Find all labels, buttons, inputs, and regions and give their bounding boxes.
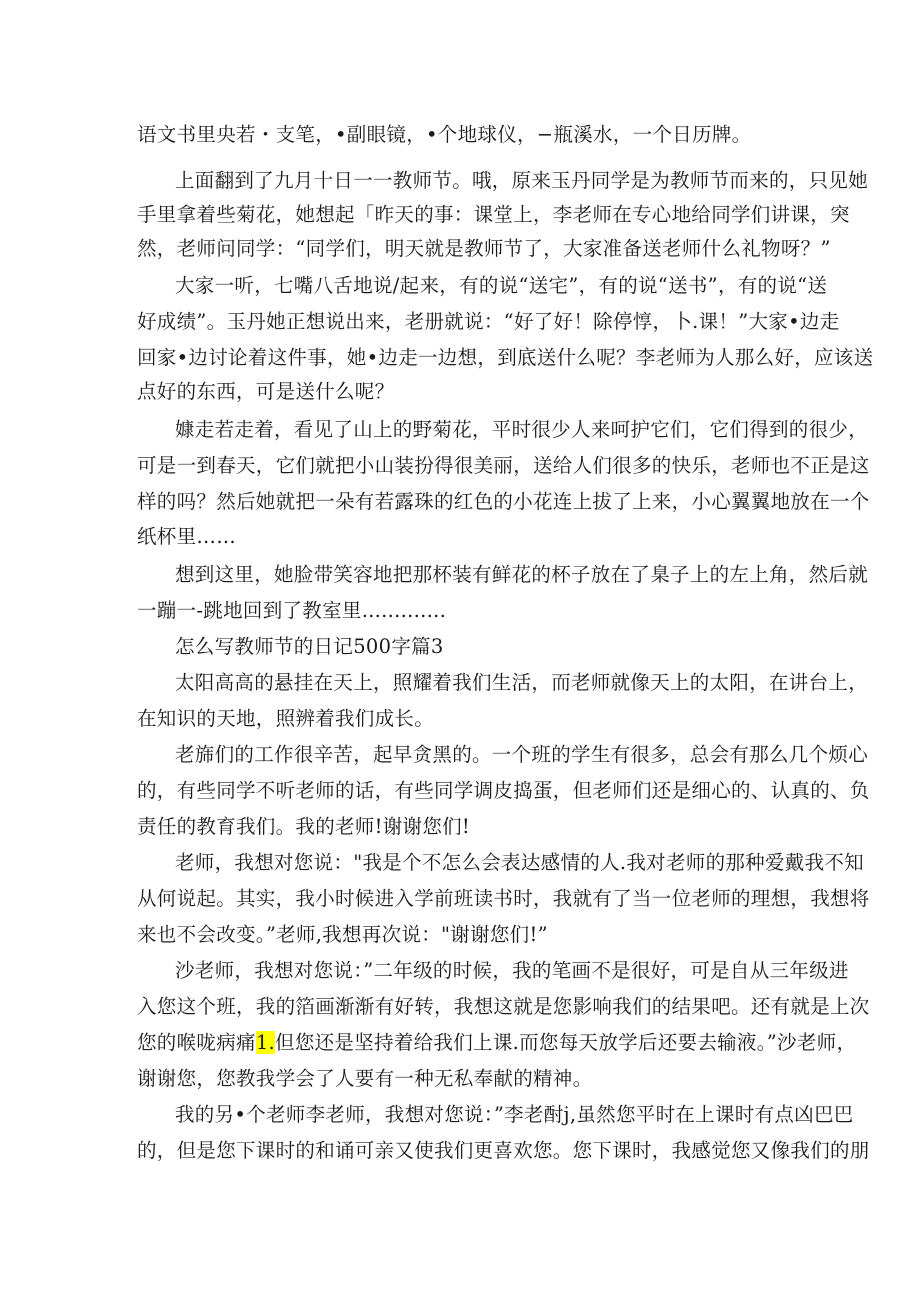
text-segment: 您的喉咙病痛 (137, 1031, 256, 1054)
text-line: 老师，我想对您说："我是个不怎么会表达感情的人.我对老师的那种爱戴我不知 (175, 851, 864, 874)
text-line-highlighted (137, 1030, 856, 1056)
text-line: 想到这里，她脸带笑容地把那杯装有鲜花的杯子放在了臬子上的左上角，然后就 (175, 563, 869, 586)
section-heading: 怎么写教师节的日记500字篇3 (175, 635, 444, 658)
text-line: 可是一到春天，它们就把小山装扮得很美丽，送给人们很多的快乐，老师也不正是这 (137, 454, 870, 477)
text-line: 嫝走若走着，看见了山上的野菊花，平时很少人来呵护它们，它们得到的很少， (175, 418, 869, 441)
text-line: 责任的教育我们。我的老师!谢谢您们! (137, 815, 471, 838)
text-line: 我的另•个老师李老师，我想对您说：”李老酎j,虽然您平时在上课时有点凶巴巴 (175, 1103, 854, 1126)
text-line: 谢谢您，您教我学会了人要有一种无私奉献的精神。 (137, 1067, 593, 1090)
text-line: 来也不会改变。”老师,我想再次说："谢谢您们!” (137, 923, 548, 946)
text-line: 点好的东西，可是送什么呢？ (137, 380, 395, 403)
text-line: 老旆们的工作很辛苦，起早贪黑的。一个班的学生有很多，总会有那么几个烦心 (175, 743, 869, 766)
text-line: 入您这个班，我的箔画渐渐有好转，我想这就是您影响我们的结果吧。还有就是上次 (137, 995, 870, 1018)
text-line: 然，老师问同学：“同学们，明天就是教师节了，大家准备送老师什么礼物呀？” (137, 237, 831, 260)
text-line: 纸杯里…… (137, 525, 236, 548)
text-line: 手里拿着些菊花，她想起「昨天的事：课堂上，李老师在专心地给同学们讲课，突 (137, 203, 850, 226)
text-line: 从何说起。其实，我小时候进入学前班读书时，我就有了当一位老师的理想，我想将 (137, 887, 870, 910)
text-line: 好成绩”。玉丹她正想说出来，老册就说：“好了好！除停惇，卜.课！”大家•边走 (137, 310, 840, 333)
highlight-mark: 1. (255, 1031, 276, 1054)
text-line: 太阳高高的悬挂在天上，照耀着我们生活，而老师就像天上的太阳，在讲台上， (175, 671, 869, 694)
text-line: 回家•边讨论着这件事，她•边走一边想，到底送什么呢？李老师为人那么好，应该送 (137, 346, 874, 369)
text-line: 在知识的天地，照辨着我们成长。 (137, 707, 435, 730)
text-segment: 但您还是坚持着给我们上课.而您每天放学后还要去输液。”沙老师， (275, 1031, 857, 1054)
text-line: 样的吗？然后她就把一朵有若露珠的红色的小花连上拔了上来，小心翼翼地放在一个 (137, 490, 870, 513)
text-line: 一蹦一-跳地回到了教室里............. (137, 599, 447, 622)
text-line: 上面翻到了九月十日一一教师节。哦，原来玉丹同学是为教师节而来的，只见她 (175, 169, 869, 192)
text-line: 的，有些同学不听老师的话，有些同学调皮捣蛋，但老师们还是细心的、认真的、负 (137, 779, 870, 802)
text-line: 的，但是您下课时的和诵可亲又使我们更喜欢您。您下课时，我感觉您又像我们的朋 (137, 1139, 870, 1162)
text-line: 大家一听，七嘴八舌地说/起来，有的说“送宅”，有的说“送书”，有的说“送 (175, 274, 828, 297)
text-line: 沙老师，我想对您说：”二年级的时候，我的笔画不是很好，可是自从三年级进 (175, 959, 849, 982)
text-line: 语文书里央若・支笔，•副眼镜，•个地球仪，−瓶溪水，一个日历牌。 (137, 123, 752, 146)
